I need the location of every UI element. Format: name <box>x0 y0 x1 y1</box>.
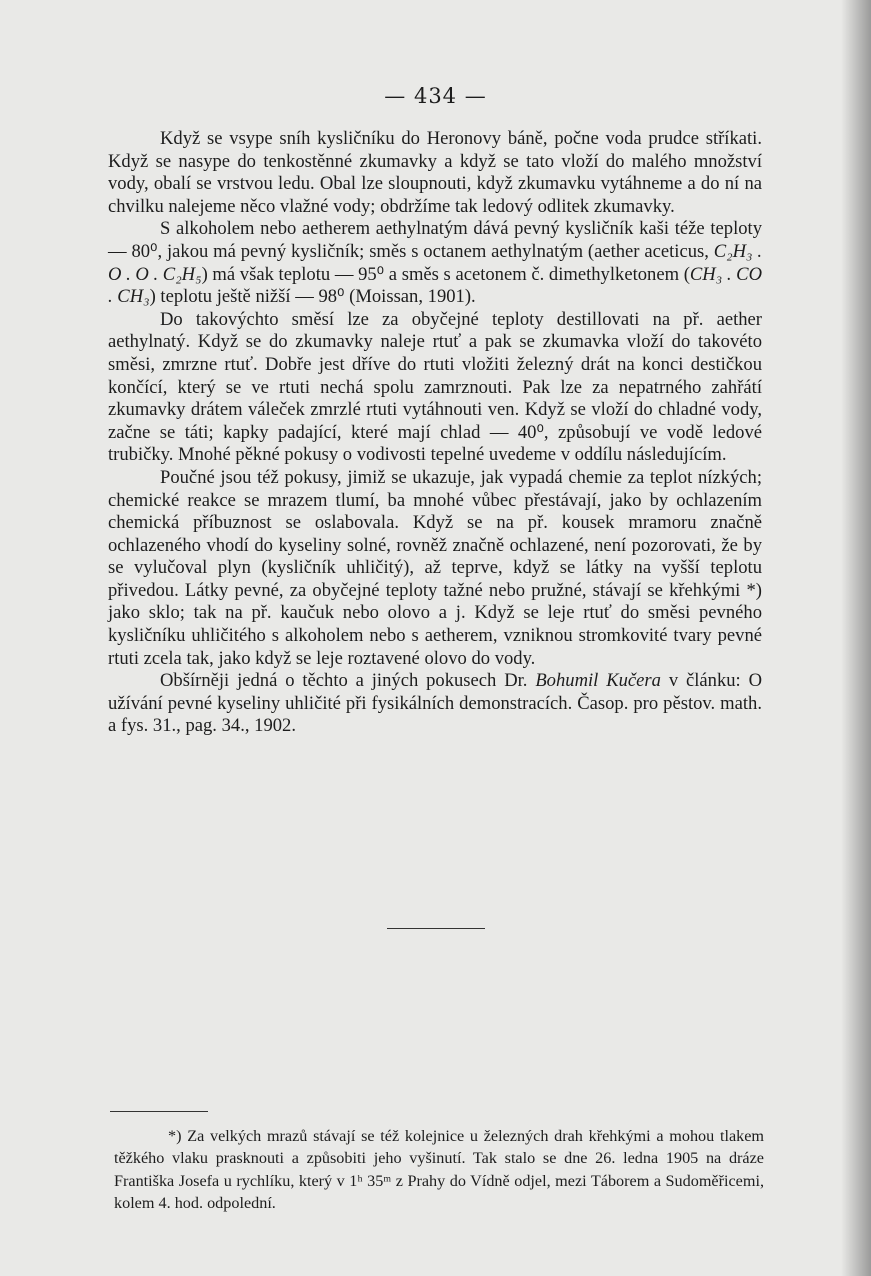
paragraph-5 <box>108 670 762 738</box>
footnote-divider <box>110 1111 208 1112</box>
paragraph-3: Do takovýchto směsí lze za obyčejné teploty destillovati na př. aether aethylnatý. Když se do zkumavky naleje rtuť a pak se zkumavka vloží do takovéto směsi, zmrzne rtuť. Dobře jest dříve do rtuti vložiti železný drát na konci destičkou končící, který se ve rtuti nechá spolu zamrznouti. Pak lze za nepatrného zahřátí zkumavky drátem váleček zmrzlé rtuti vytáhnouti ven. Když se vloží do chladné vody, začne se táti; kapky padající, které mají chlad — 40⁰, způsobují ve vodě ledové trubičky. Mnohé pěkné pokusy o vodivosti tepelné uvedeme v oddílu následujícím. <box>108 308 762 466</box>
footnote: *) Za velkých mrazů stávají se též kolejnice u železných drah křehkými a mohou tlakem těžkého vlaku prasknouti a způsobiti jeho vyšinutí. Tak stalo se dne 26. ledna 1905 na dráze Františka Josefa u rychlíku, který v 1ʰ 35ᵐ z Prahy do Vídně odjel, mezi Táborem a Sudoměřicemi, kolem 4. hod. odpolední. <box>114 1127 764 1212</box>
paragraph-5-part-b: v článku: O užívání pevné kyseliny uhličité při fysikálních demonstracích. Časop. pro pěstov. math. a fys. 31., pag. 34., 1902. <box>108 670 763 737</box>
paragraph-2-part-a: S alkoholem nebo aetherem aethylnatým dává pevný kysličník kaši téže teploty — 80⁰, jakou má pevný kysličník; směs s octanem aethylnatým (aether aceticus, <box>108 218 762 262</box>
formula-ethyl-acetate-text: C₂H₃ . O . O . C₂H₅ <box>108 240 763 285</box>
paragraph-1: Když se vsype sníh kysličníku do Heronovy báně, počne voda prudce stříkati. Když se nasype do tenkostěnné zkumavky a když se tato vloží do malého množství vody, obalí se vrstvou ledu. Obal lze sloupnouti, když zkumavku vytáhneme a do ní na chvilku nalejeme něco vlažné vody; obdržíme tak ledový odlitek zkumavky. <box>108 128 762 217</box>
paragraph-2 <box>108 218 762 308</box>
formula-acetone-text: CH₃ . CO . CH₃ <box>108 263 762 308</box>
paragraph-4: Poučné jsou též pokusy, jimiž se ukazuje, jak vypadá chemie za teplot nízkých; chemické reakce se mrazem tlumí, ba mnohé vůbec přestávají, jako by ochlazením chemická příbuznost se oslabovala. Když se na př. kousek mramoru značně ochlazeného vhodí do kyseliny solné, rovněž značně ochlazené, není pozorovati, že by se vylučoval plyn (kysličník uhličitý), až teprve, když se látky na vyšší teplotu přivedou. Látky pevné, za obyčejné teploty tažné nebo pružné, stávají se křehkými *) jako sklo; tak na př. kaučuk nebo olovo a j. Když se leje rtuť do směsi pevného kysličníku uhličitého s alkoholem nebo s aetherem, vzniknou stromkovité tvary pevné rtuti zcela tak, jako když se leje roztavené olovo do vody. <box>108 466 762 669</box>
page-edge-shadow <box>841 0 871 1276</box>
page-number: — 434 — <box>384 84 487 108</box>
paragraph-2-part-c: ) teplotu ještě nižší — 98⁰ (Moissan, 1901). <box>149 286 476 308</box>
author-name: Bohumil Kučera <box>535 670 661 692</box>
section-divider <box>387 928 485 929</box>
paragraph-2-part-b: ) má však teplotu — 95⁰ a směs s acetonem č. dimethylketonem ( <box>201 263 690 285</box>
main-text <box>108 128 762 738</box>
paragraph-5-part-a: Obšírněji jedná o těchto a jiných pokusech Dr. <box>160 670 528 692</box>
